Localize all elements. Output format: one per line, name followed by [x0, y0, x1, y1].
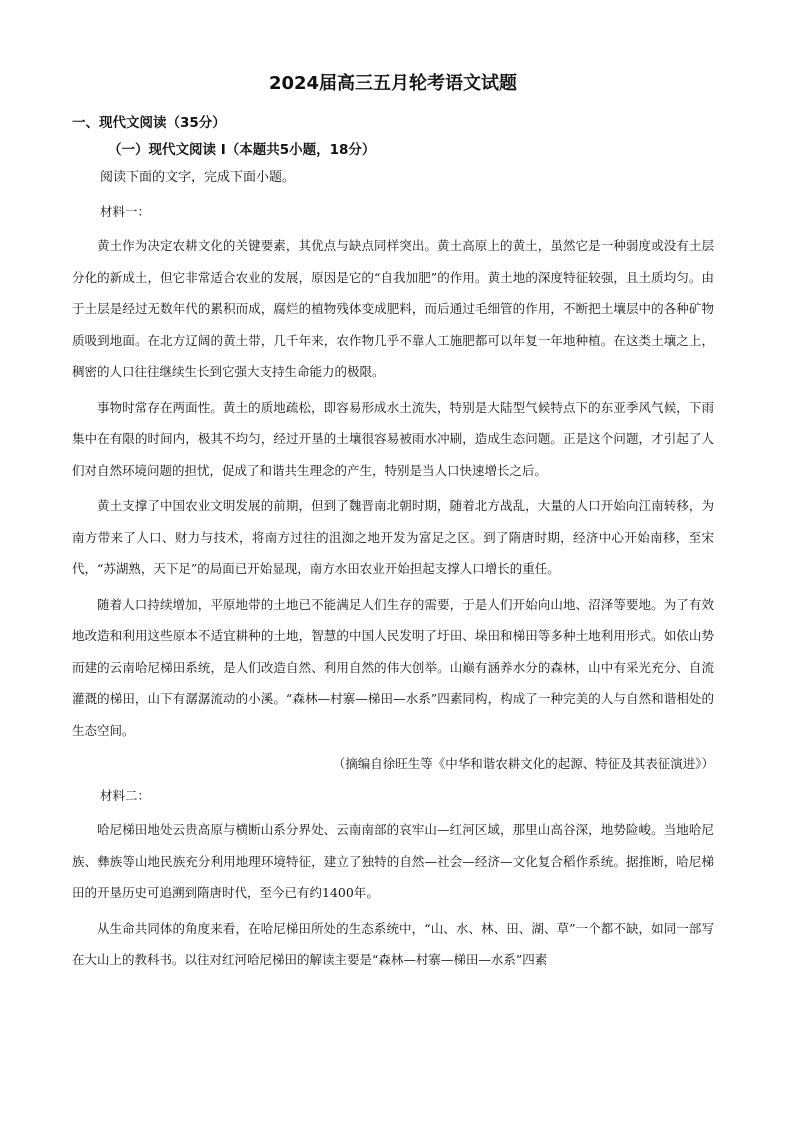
- material-1-paragraph-1: 黄土作为决定农耕文化的关键要素，其优点与缺点同样突出。黄土高原上的黄土，虽然它是一种弱度或没有土层分化的新成土，但它非常适合农业的发展，原因是它的“自我加肥”的作用。黄土地的深度特征较强，且土质均匀。由于土层是经过无数年代的累积而成，腐烂的植物残体变成肥料，而后通过毛细管的作用，不断把土壤层中的各种矿物质吸到地面。在北方辽阔的黄土带，几千年来，农作物几乎不靠人工施肥都可以年复一年地种植。在这类土壤之上，稠密的人口往往继续生长到它强大支持生命能力的极限。: [72, 238, 714, 379]
- material-1-source: （摘编自徐旺生等《中华和谐农耕文化的起源、特征及其表征演进》）: [332, 756, 714, 771]
- material-1-label: 材料一：: [100, 204, 151, 219]
- material-2-paragraph-1: 哈尼梯田地处云贵高原与横断山系分界处、云南南部的哀牢山—红河区域，那里山高谷深，地势险峻。当地哈尼族、彝族等山地民族充分利用地理环境特征，建立了独特的自然—社会—经济—文化复合稻作系统。据推断，哈尼梯田的开垦历史可追溯到隋唐时代，至今已有约1400年。: [72, 822, 714, 900]
- material-1-paragraph-4: 随着人口持续增加，平原地带的土地已不能满足人们生存的需要，于是人们开始向山地、沼泽等要地。为了有效地改造和利用这些原本不适宜耕种的土地，智慧的中国人民发明了圩田、垛田和梯田等多种土地利用形式。如依山势而建的云南哈尼梯田系统，是人们改造自然、利用自然的伟大创举。山巅有涵养水分的森林，山中有采光充分、自流灌溉的梯田，山下有潺潺流动的小溪。“森林—村寨—梯田—水系”四素同构，构成了一种完美的人与自然和谐相处的生态空间。: [72, 596, 714, 738]
- material-1-paragraph-3: 黄土支撑了中国农业文明发展的前期，但到了魏晋南北朝时期，随着北方战乱，大量的人口开始向江南转移，为南方带来了人口、财力与技术，将南方过往的沮洳之地开发为富足之区。到了隋唐时期，经济中心开始南移，至宋代，“苏湖熟，天下足”的局面已开始显现，南方水田农业开始担起支撑人口增长的重任。: [72, 498, 714, 576]
- material-1-paragraph-2: 事物时常存在两面性。黄土的质地疏松，即容易形成水土流失，特别是大陆型气候特点下的东亚季风气候，下雨集中在有限的时间内，极其不均匀，经过开垦的土壤很容易被雨水冲刷，造成生态问题。正是这个问题，才引起了人们对自然环境问题的担忧，促成了和谐共生理念的产生，特别是当人口快速增长之后。: [72, 399, 714, 478]
- reading-instruction: 阅读下面的文字，完成下面小题。: [100, 170, 296, 185]
- exam-title: 2024届高三五月轮考语文试题: [268, 73, 518, 94]
- material-2-paragraph-2: 从生命共同体的角度来看，在哈尼梯田所处的生态系统中，“山、水、林、田、湖、草”一个都不缺，如同一部写在大山上的教科书。以往对红河哈尼梯田的解读主要是“森林—村寨—梯田—水系”四素: [72, 920, 714, 967]
- section-heading: 一、现代文阅读（35分）: [72, 115, 226, 131]
- sub-heading: （一）现代文阅读 I（本题共5小题，18分）: [108, 142, 376, 158]
- material-2-label: 材料二：: [100, 788, 151, 803]
